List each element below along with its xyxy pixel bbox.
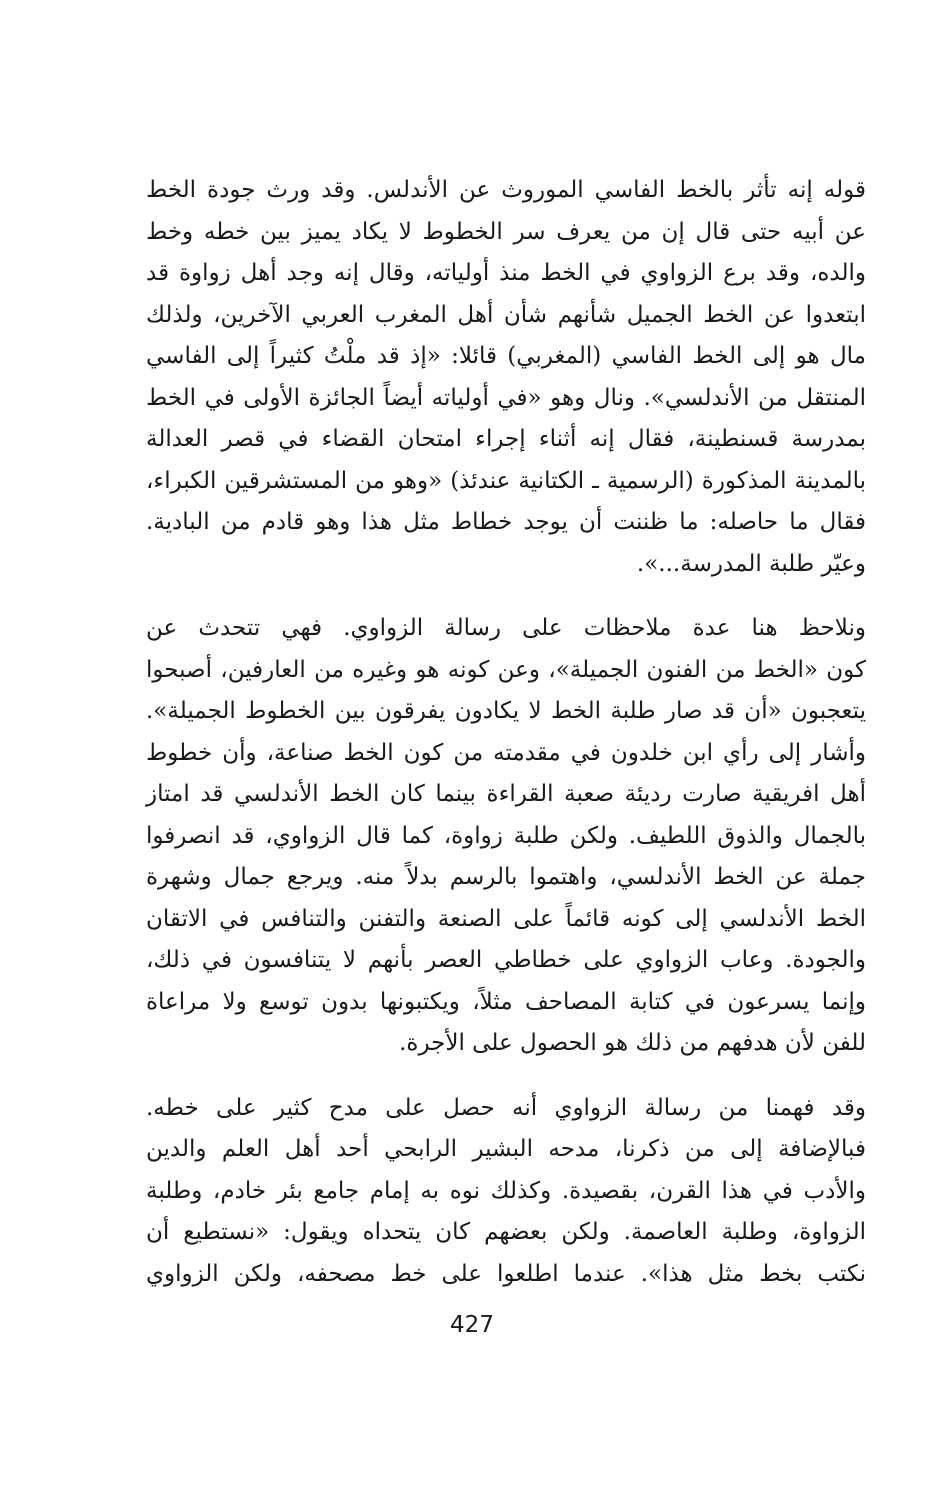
text-line: فقال ما حاصله: ما ظننت أن يوجد خطاط مثل هذا وهو قادم من البادية.	[146, 509, 866, 535]
text-line: كون «الخط من الفنون الجميلة»، وعن كونه هو وغيره من العارفين، أصبحوا	[146, 656, 866, 683]
text-line: مال هو إلى الخط الفاسي (المغربي) قائلا: «إذ قد ملْتُ كثيراً إلى الفاسي	[146, 343, 866, 369]
text-line: بالجمال والذوق اللطيف. ولكن طلبة زواوة، كما قال الزواوي، قد انصرفوا	[146, 822, 866, 849]
text-line: والأدب في هذا القرن، بقصيدة. وكذلك نوه به إمام جامع بئر خادم، وطلبة	[146, 1177, 866, 1204]
text-line: المنتقل من الأندلسي». ونال وهو «في أولياته أيضاً الجائزة الأولى في الخط	[146, 384, 866, 411]
text-line: للفن لأن هدفهم من ذلك هو الحصول على الأجرة.	[399, 1030, 866, 1056]
text-line: ونلاحظ هنا عدة ملاحظات على رسالة الزواوي. فهي تتحدث عن	[146, 615, 866, 641]
paragraph-gap	[146, 585, 866, 608]
text-line: وقد فهمنا من رسالة الزواوي أنه حصل على مدح كثير على خطه.	[146, 1094, 866, 1121]
text-line: بالمدينة المذكورة (الرسمية ـ الكتانية عندئذ) «وهو من المستشرقين الكبراء،	[146, 467, 866, 494]
text-line: والجودة. وعاب الزواوي على خطاطي العصر بأنهم لا يتنافسون في ذلك،	[146, 947, 866, 973]
text-line: جملة عن الخط الأندلسي، واهتموا بالرسم بدلاً منه. ويرجع جمال وشهرة	[146, 864, 866, 890]
paragraph-3	[146, 1088, 866, 1296]
text-line: ابتعدوا عن الخط الجميل شأنهم شأن أهل المغرب العربي الآخرين، ولذلك	[146, 301, 866, 328]
text-line: والده، وقد برع الزواوي في الخط منذ أولياته، وقال إنه وجد أهل زواوة قد	[146, 260, 866, 286]
paragraph-1	[146, 170, 866, 585]
text-line: أهل افريقية صارت رديئة صعبة القراءة بينما كان الخط الأندلسي قد امتاز	[146, 781, 866, 807]
text-line: عن أبيه حتى قال إن من يعرف سر الخطوط لا يكاد يميز بين خطه وخط	[146, 218, 866, 245]
text-line: وعيّر طلبة المدرسة...».	[636, 550, 866, 577]
text-line: وإنما يسرعون في كتابة المصاحف مثلاً، ويكتبونها بدون توسع ولا مراعاة	[146, 988, 866, 1015]
page-body	[146, 170, 866, 1295]
paragraph-2	[146, 608, 866, 1065]
text-line: يتعجبون «أن قد صار طلبة الخط لا يكادون يفرقون بين الخطوط الجميلة».	[146, 698, 866, 724]
text-line: الزواوة، وطلبة العاصمة. ولكن بعضهم كان يتحداه ويقول: «نستطيع أن	[146, 1219, 866, 1245]
text-line: فبالإضافة إلى من ذكرنا، مدحه البشير الرابحي أحد أهل العلم والدين	[146, 1136, 866, 1162]
paragraph-gap	[146, 1065, 866, 1088]
text-line: الخط الأندلسي إلى كونه قائماً على الصنعة والتفنن والتنافس في الاتقان	[146, 905, 866, 932]
text-line: قوله إنه تأثر بالخط الفاسي الموروث عن الأندلس. وقد ورث جودة الخط	[146, 177, 866, 203]
text-line: نكتب بخط مثل هذا». عندما اطلعوا على خط مصحفه، ولكن الزواوي	[146, 1260, 866, 1287]
page-number: 427	[450, 1312, 494, 1338]
text-line: وأشار إلى رأي ابن خلدون في مقدمته من كون الخط صناعة، وأن خطوط	[146, 739, 866, 766]
text-line: بمدرسة قسنطينة، فقال إنه أثناء إجراء امتحان القضاء في قصر العدالة	[146, 426, 866, 452]
